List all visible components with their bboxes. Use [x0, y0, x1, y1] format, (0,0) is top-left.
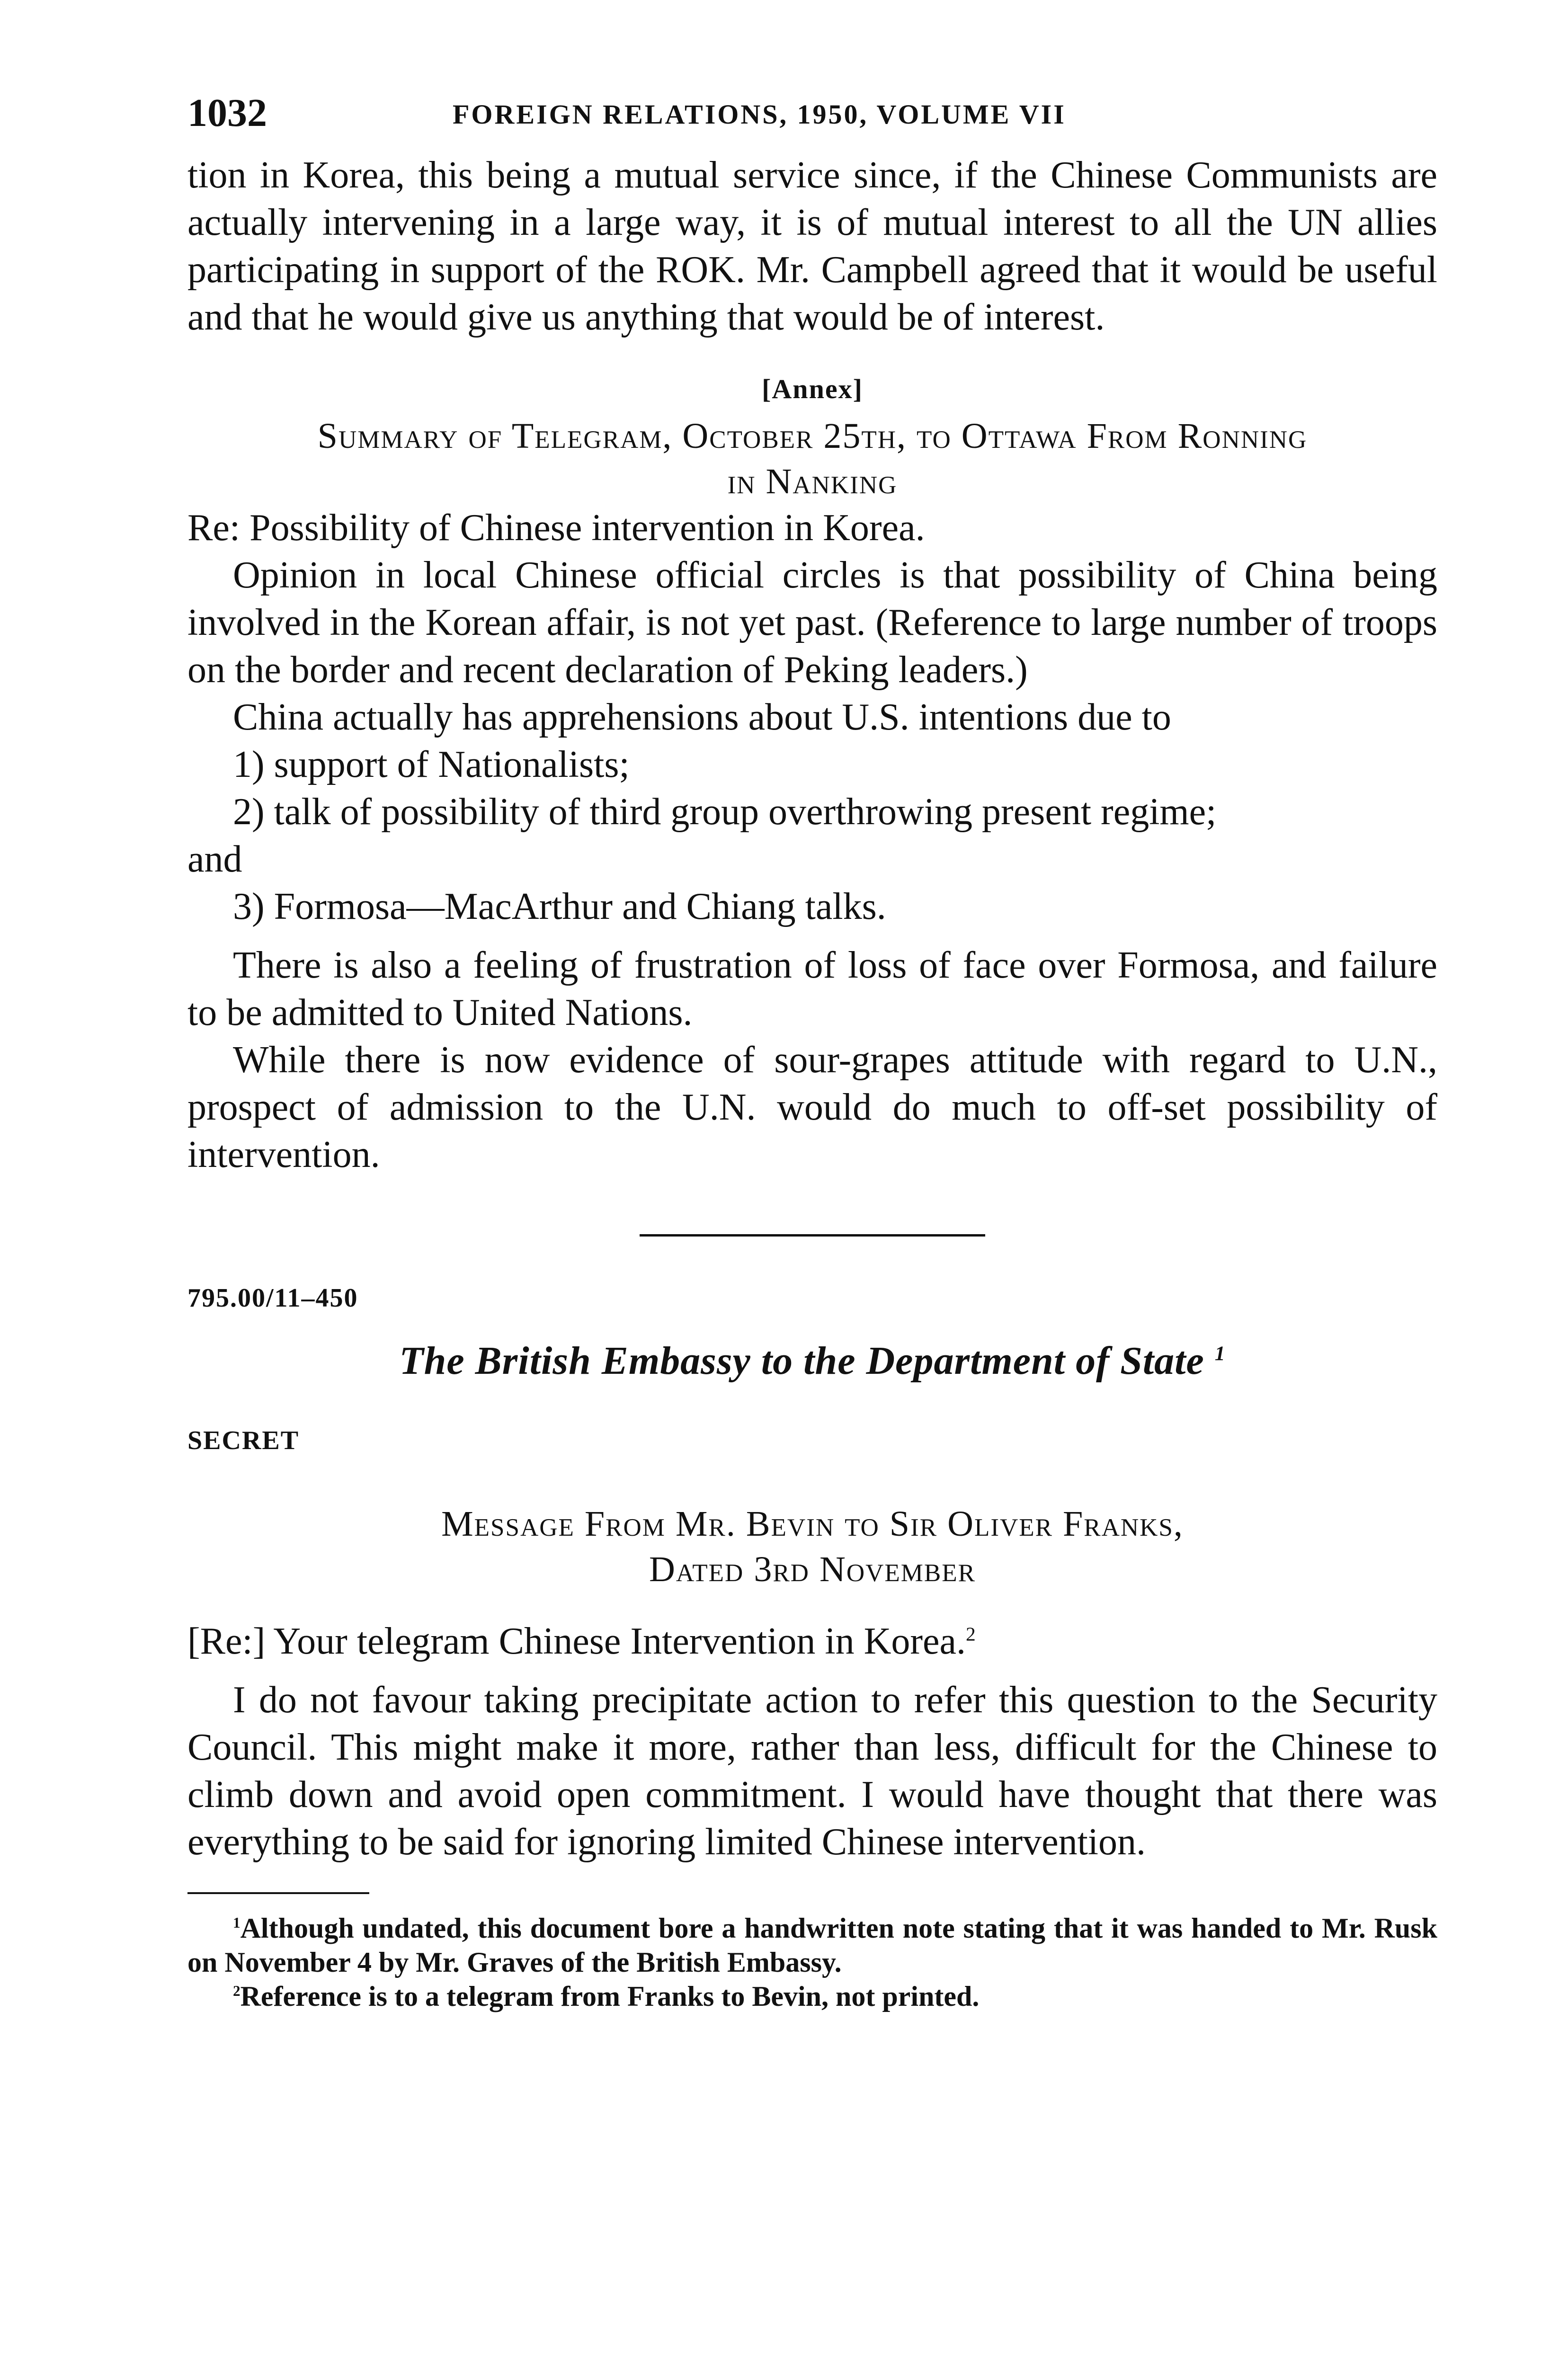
continuation-paragraph: tion in Korea, this being a mutual service since, if the Chinese Communists are actually intervening in a large way, it is of mutual interest to all the UN allies participating in support of the ROK. Mr. Campbell agreed that it would be useful and that he would give us anything that would be of interest. — [187, 154, 1437, 338]
classification-label: SECRET — [187, 1426, 300, 1455]
annex-re-label: Re: — [187, 507, 241, 549]
message-re-line — [187, 1618, 1437, 1665]
footnote-1-marker: 1 — [233, 1914, 241, 1931]
list-item: 2) talk of possibility of third group overthrowing present regime; — [233, 791, 1217, 833]
list-item: 3) Formosa—MacArthur and Chiang talks. — [233, 886, 886, 927]
annex-paragraph-3: There is also a feeling of frustration of loss of face over Formosa, and failure to be admitted to United Nations. — [187, 944, 1437, 1033]
section-divider — [640, 1234, 985, 1237]
message-heading-line1: Message From Mr. Bevin to Sir Oliver Franks, — [441, 1504, 1184, 1544]
document-page — [187, 90, 1437, 2013]
running-head: FOREIGN RELATIONS, 1950, VOLUME VII — [453, 99, 1066, 130]
annex-re-line — [187, 504, 1437, 552]
list-item-and: and — [187, 838, 242, 880]
footnote-marker: 2 — [966, 1623, 976, 1645]
annex-paragraph-4: While there is now evidence of sour-grapes attitude with regard to U.N., prospect of admission to the U.N. would do much to off-set possibility of intervention. — [187, 1039, 1437, 1175]
document-title-text: The British Embassy to the Department of State — [399, 1339, 1204, 1383]
footnote-1-text: Although undated, this document bore a handwritten note stating that it was handed to Mr. Rusk on November 4 by Mr. Graves of the British Embassy. — [187, 1913, 1437, 1978]
list-item: 1) support of Nationalists; — [233, 744, 630, 785]
annex-re-text: Possibility of Chinese intervention in Korea. — [249, 507, 925, 549]
message-re-text: Your telegram Chinese Intervention in Korea. — [273, 1620, 966, 1662]
footnote-2 — [187, 1979, 1437, 2013]
annex-paragraph-2: China actually has apprehensions about U.S. intentions due to — [233, 696, 1171, 738]
document-title — [187, 1338, 1437, 1384]
footnote-1 — [187, 1911, 1437, 1979]
message-re-label: [Re:] — [187, 1620, 266, 1662]
page-header — [187, 90, 1437, 151]
message-heading-line2: Dated 3rd November — [649, 1549, 976, 1589]
annex-heading-line2: in Nanking — [727, 462, 898, 501]
page-number: 1032 — [187, 91, 267, 135]
message-heading — [187, 1501, 1437, 1592]
annex-paragraph-1: Opinion in local Chinese official circles is that possibility of China being involved in the Korean affair, is not yet past. (Reference to large number of troops on the border and recent declaration of Peking leaders.) — [187, 554, 1437, 691]
footnote-2-marker: 2 — [233, 1983, 241, 1999]
footnote-2-text: Reference is to a telegram from Franks to Bevin, not printed. — [240, 1981, 980, 2012]
annex-heading-line1: Summary of Telegram, October 25th, to Ottawa From Ronning — [317, 416, 1308, 456]
annex-label: [Annex] — [762, 374, 863, 404]
message-paragraph-1: I do not favour taking precipitate action to refer this question to the Security Council. This might make it more, rather than less, difficult for the Chinese to climb down and avoid open commitment. I would have thought that there was everything to be said for ignoring limited Chinese intervention. — [187, 1679, 1437, 1863]
footnote-marker: 1 — [1214, 1342, 1226, 1365]
footnote-divider — [187, 1892, 369, 1894]
annex-list — [187, 741, 1437, 930]
document-id: 795.00/11–450 — [187, 1283, 358, 1313]
